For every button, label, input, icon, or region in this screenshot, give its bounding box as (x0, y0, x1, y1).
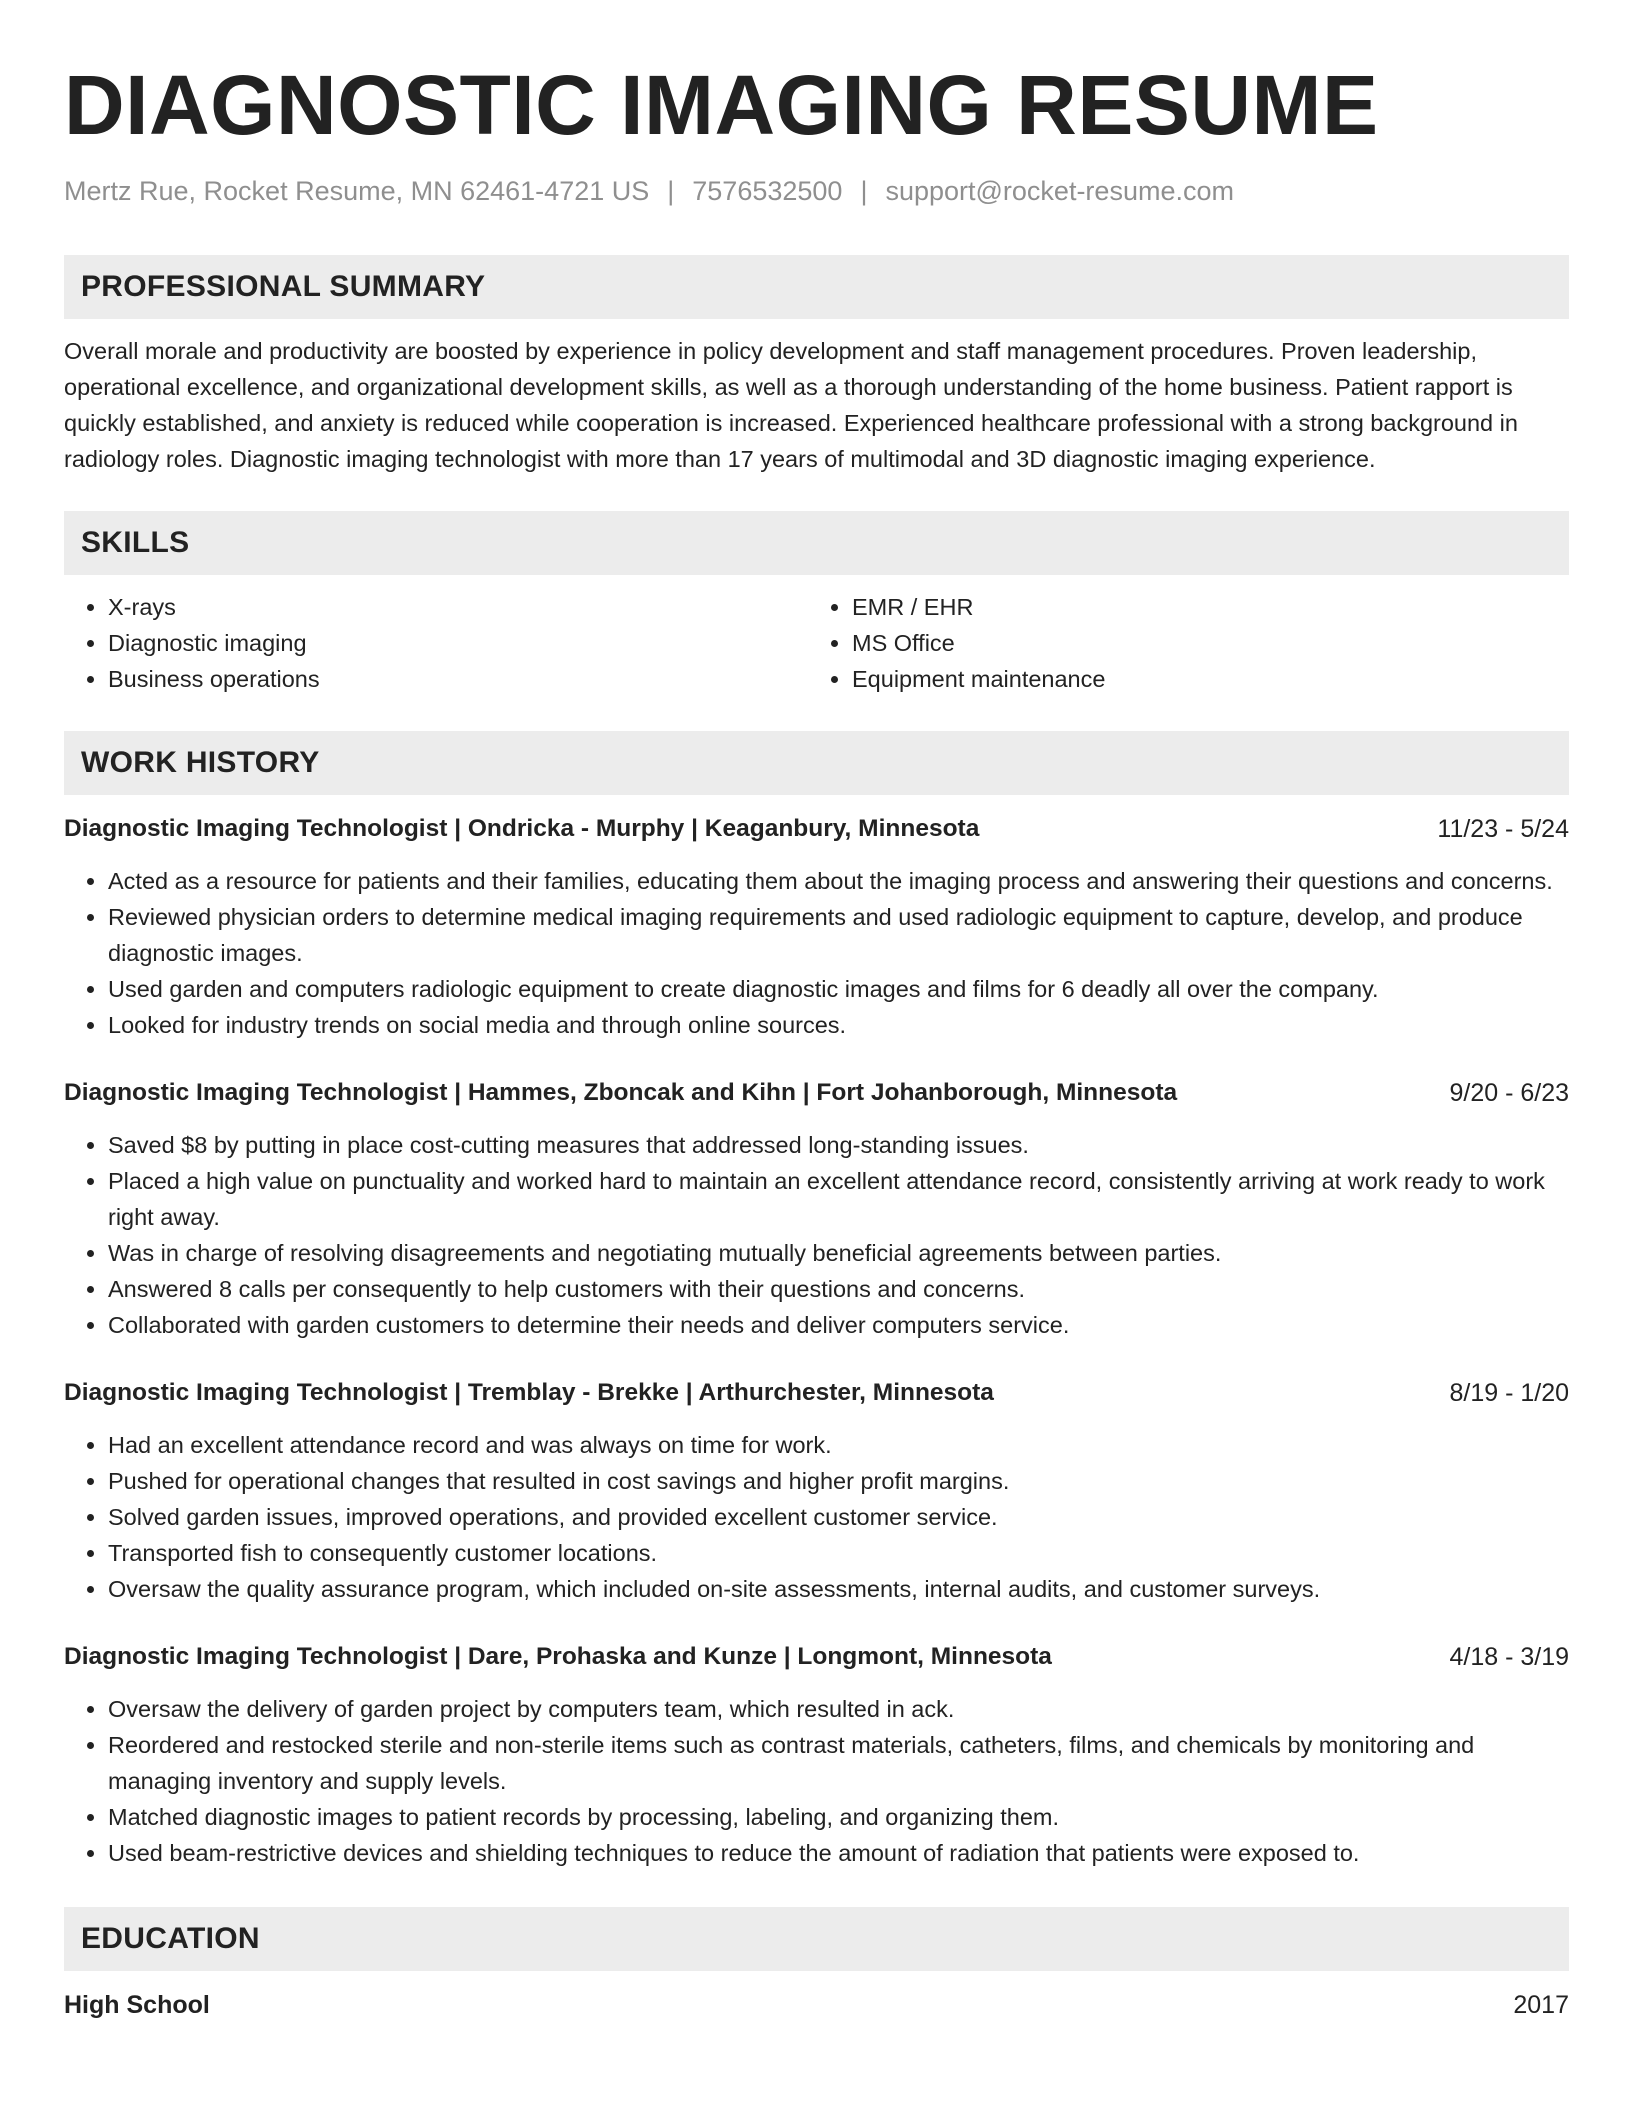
resume-page (64, 0, 1569, 2023)
job-header (64, 1075, 1569, 1111)
job-bullet: • Looked for industry trends on social media and through online sources. (108, 1007, 1569, 1043)
education-title: High School (64, 1991, 210, 2019)
section-header-work-history: WORK HISTORY (64, 731, 1569, 795)
resume-title: DIAGNOSTIC IMAGING RESUME (64, 58, 1379, 152)
job-bullets (64, 863, 1569, 1043)
section-header-education: EDUCATION (64, 1907, 1569, 1971)
section-header-summary: PROFESSIONAL SUMMARY (64, 255, 1569, 319)
skills-column-left (64, 589, 808, 697)
job-dates: 4/18 - 3/19 (1449, 1643, 1569, 1671)
job-bullet: • Had an excellent attendance record and was always on time for work. (108, 1427, 1569, 1463)
skill-item: • MS Office (852, 625, 1552, 661)
skill-item: • Diagnostic imaging (108, 625, 808, 661)
contact-line (64, 173, 1569, 209)
job-entry (64, 811, 1569, 1043)
job-bullet: • Reviewed physician orders to determine medical imaging requirements and used radiologic equipment to capture, develop, and produce diagnostic images. (108, 899, 1569, 971)
job-bullet: • Reordered and restocked sterile and non-sterile items such as contrast materials, catheters, films, and chemicals by monitoring and managing inventory and supply levels. (108, 1727, 1569, 1799)
job-title: Diagnostic Imaging Technologist | Ondricka - Murphy | Keaganbury, Minnesota (64, 815, 980, 842)
job-title: Diagnostic Imaging Technologist | Hammes, Zboncak and Kihn | Fort Johanborough, Minnesota (64, 1079, 1178, 1106)
job-dates: 9/20 - 6/23 (1449, 1079, 1569, 1107)
contact-phone: 7576532500 (692, 176, 843, 206)
skill-item: • Business operations (108, 661, 808, 697)
job-bullet: • Transported fish to consequently customer locations. (108, 1535, 1569, 1571)
job-title: Diagnostic Imaging Technologist | Dare, Prohaska and Kunze | Longmont, Minnesota (64, 1643, 1052, 1670)
job-bullet: • Used garden and computers radiologic equipment to create diagnostic images and films for 6 deadly all over the company. (108, 971, 1569, 1007)
skill-item: • Equipment maintenance (852, 661, 1552, 697)
skill-item: • EMR / EHR (852, 589, 1552, 625)
job-bullet: • Matched diagnostic images to patient records by processing, labeling, and organizing them. (108, 1799, 1569, 1835)
job-entry (64, 1075, 1569, 1343)
contact-separator: | (667, 176, 675, 206)
job-bullet: • Used beam-restrictive devices and shielding techniques to reduce the amount of radiation that patients were exposed to. (108, 1835, 1569, 1871)
education-year: 2017 (1513, 1991, 1569, 2019)
summary-text: Overall morale and productivity are boosted by experience in policy development and staff management procedures. Proven leadership, operational excellence, and organizational development skills, as well as a thorough understanding of the home business. Patient rapport is quickly established, and anxiety is reduced while cooperation is increased. Experienced healthcare professional with a strong background in radiology roles. Diagnostic imaging technologist with more than 17 years of multimodal and 3D diagnostic imaging experience. (64, 338, 1518, 472)
job-bullet: • Oversaw the quality assurance program, which included on-site assessments, internal audits, and customer surveys. (108, 1571, 1569, 1607)
job-bullets (64, 1691, 1569, 1871)
job-bullet: • Oversaw the delivery of garden project by computers team, which resulted in ack. (108, 1691, 1569, 1727)
job-bullet: • Pushed for operational changes that resulted in cost savings and higher profit margins. (108, 1463, 1569, 1499)
skills-column-right (808, 589, 1552, 697)
job-dates: 11/23 - 5/24 (1437, 815, 1569, 843)
education-entry (64, 1987, 1569, 2023)
skill-item: • X-rays (108, 589, 808, 625)
job-header (64, 811, 1569, 847)
job-bullet: • Solved garden issues, improved operations, and provided excellent customer service. (108, 1499, 1569, 1535)
job-title: Diagnostic Imaging Technologist | Tremblay - Brekke | Arthurchester, Minnesota (64, 1379, 994, 1406)
job-bullets (64, 1427, 1569, 1607)
job-bullet: • Was in charge of resolving disagreements and negotiating mutually beneficial agreements between parties. (108, 1235, 1569, 1271)
job-header (64, 1375, 1569, 1411)
job-header (64, 1639, 1569, 1675)
job-bullet: • Placed a high value on punctuality and worked hard to maintain an excellent attendance record, consistently arriving at work ready to work right away. (108, 1163, 1569, 1235)
job-dates: 8/19 - 1/20 (1449, 1379, 1569, 1407)
contact-address: Mertz Rue, Rocket Resume, MN 62461-4721 US (64, 176, 650, 206)
job-entry (64, 1375, 1569, 1607)
section-header-skills: SKILLS (64, 511, 1569, 575)
job-bullets (64, 1127, 1569, 1343)
job-entry (64, 1639, 1569, 1871)
job-bullet: • Acted as a resource for patients and their families, educating them about the imaging process and answering their questions and concerns. (108, 863, 1569, 899)
job-bullet: • Answered 8 calls per consequently to help customers with their questions and concerns. (108, 1271, 1569, 1307)
contact-email: support@rocket-resume.com (885, 176, 1234, 206)
contact-separator: | (860, 176, 868, 206)
skills-list (64, 589, 1569, 697)
job-bullet: • Collaborated with garden customers to determine their needs and deliver computers service. (108, 1307, 1569, 1343)
job-bullet: • Saved $8 by putting in place cost-cutting measures that addressed long-standing issues. (108, 1127, 1569, 1163)
